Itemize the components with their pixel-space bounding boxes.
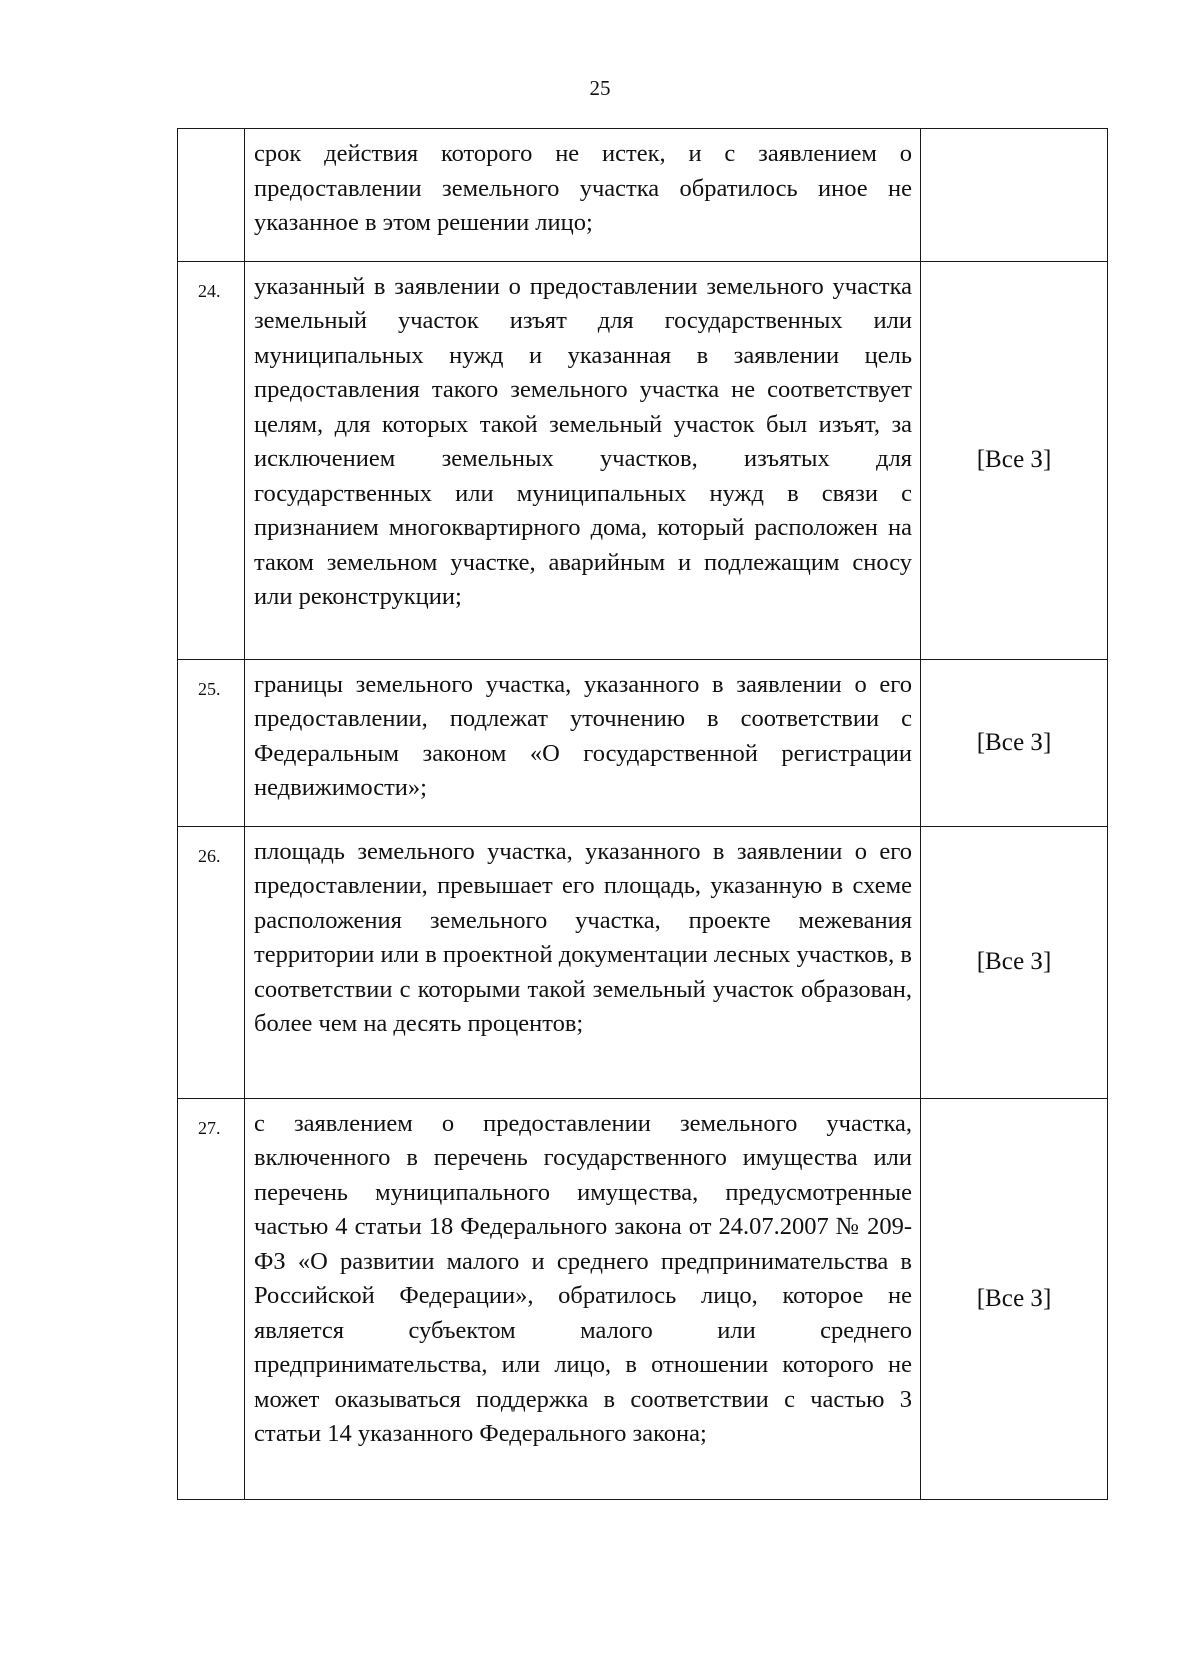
page-number: 25 bbox=[589, 76, 611, 100]
row-reference bbox=[921, 261, 1108, 659]
row-number: 27. bbox=[178, 1098, 245, 1499]
reference-label: [Все З] bbox=[976, 948, 1052, 975]
row-text: границы земельного участка, указанного в заявлении о его предоставлении, подлежат уточнению в соответствии с Федеральным законом «О государственной регистрации недвижимости»; bbox=[245, 659, 921, 826]
reference-label: [Все З] bbox=[976, 728, 1052, 756]
table-row bbox=[178, 129, 1108, 262]
row-number bbox=[178, 129, 245, 262]
row-reference bbox=[921, 1098, 1108, 1499]
row-text: площадь земельного участка, указанного в заявлении о его предоставлении, превышает его площадь, указанную в схеме расположения земельного участка, проекте межевания территории или в проектной документации лесных участков, в соответствии с которыми такой земельный участок образован, более чем на десять процентов; bbox=[245, 826, 921, 1098]
row-reference bbox=[921, 659, 1108, 826]
table-row bbox=[178, 261, 1108, 659]
table-row bbox=[178, 826, 1108, 1098]
row-text: указанный в заявлении о предоставлении земельного участка земельный участок изъят для государственных или муниципальных нужд и указанная в заявлении цель предоставления такого земельного участка не соответствует целям, для которых такой земельный участок был изъят, за исключением земельных участков, изъятых для государственных или муниципальных нужд в связи с признанием многоквартирного дома, который расположен на таком земельном участке, аварийным и подлежащим сносу или реконструкции; bbox=[245, 261, 921, 659]
row-text: срок действия которого не истек, и с заявлением о предоставлении земельного участка обратилось иное не указанное в этом решении лицо; bbox=[245, 129, 921, 262]
requirements-table bbox=[177, 128, 1108, 1500]
row-reference bbox=[921, 129, 1108, 262]
table-row bbox=[178, 659, 1108, 826]
row-number: 26. bbox=[178, 826, 245, 1098]
row-number: 24. bbox=[178, 261, 245, 659]
reference-label: [Все З] bbox=[976, 1284, 1052, 1312]
row-reference bbox=[921, 826, 1108, 1098]
reference-label: [Все З] bbox=[976, 446, 1052, 473]
table-row bbox=[178, 1098, 1108, 1499]
row-text: с заявлением о предоставлении земельного участка, включенного в перечень государственного имущества или перечень муниципального имущества, предусмотренные частью 4 статьи 18 Федерального закона от 24.07.2007 № 209-ФЗ «О развитии малого и среднего предпринимательства в Российской Федерации», обратилось лицо, которое не является субъектом малого или среднего предпринимательства, или лицо, в отношении которого не может оказываться поддержка в соответствии с частью 3 статьи 14 указанного Федерального закона; bbox=[245, 1098, 921, 1499]
row-number: 25. bbox=[178, 659, 245, 826]
